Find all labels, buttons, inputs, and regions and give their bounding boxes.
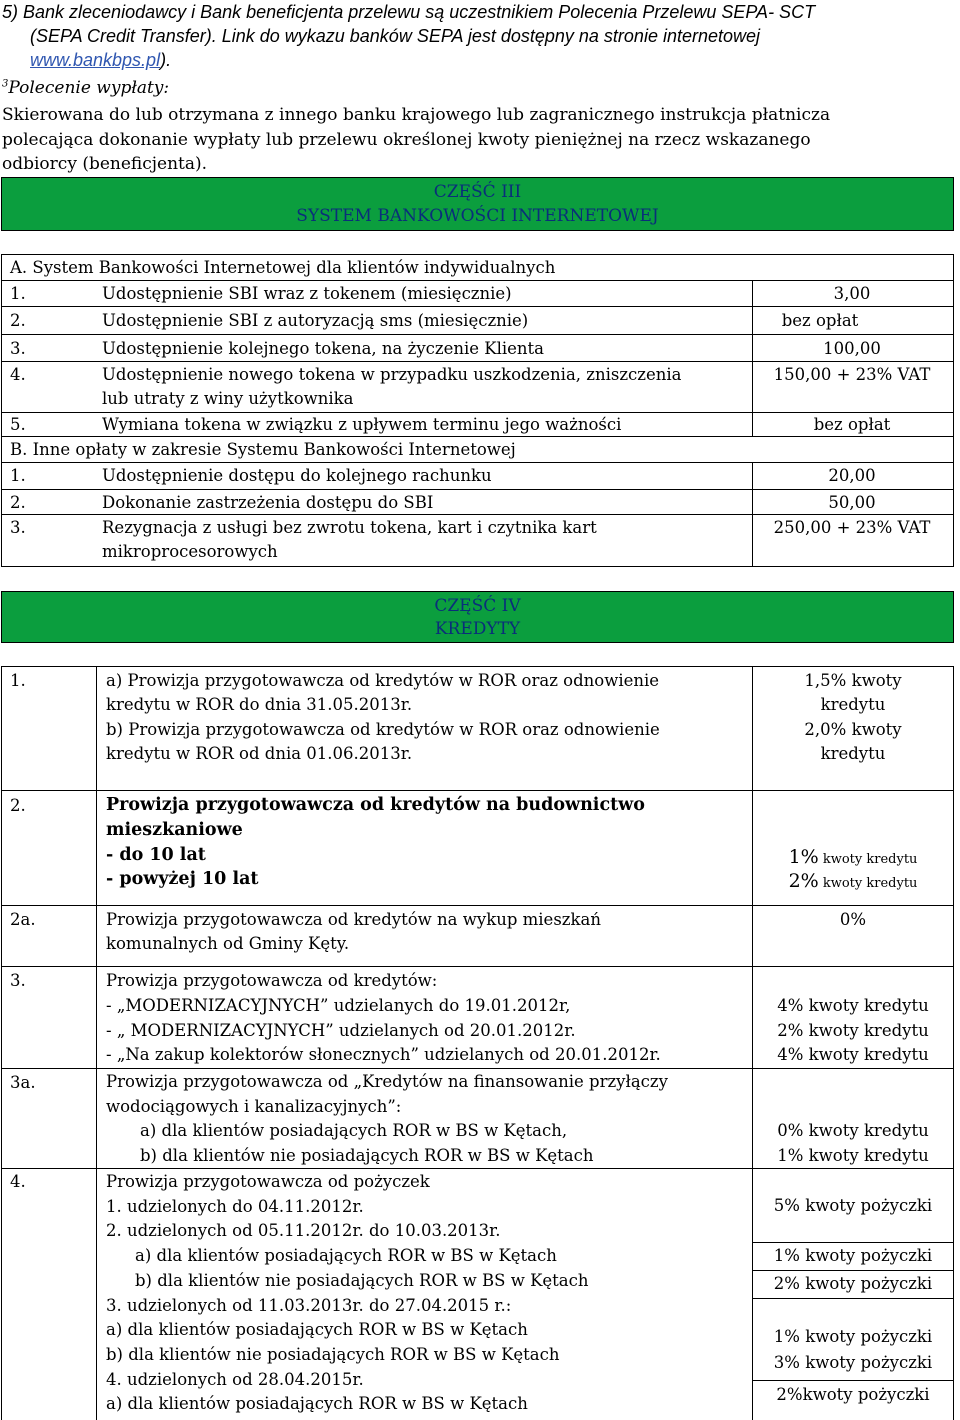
- kr-row4-line3: 2. udzielonych od 05.11.2012r. do 10.03.2013r.: [106, 1221, 501, 1240]
- kr-row4-val6: 2%kwoty pożyczki: [776, 1385, 930, 1404]
- definition-line2: polecająca dokonanie wypłaty lub przelewu określonej kwoty pieniężnej na rzecz wskazanego: [2, 130, 811, 150]
- kr-row3a-line1: Prowizja przygotowawcza od „Kredytów na finansowanie przyłączy: [106, 1072, 668, 1091]
- kr-row4-val2: 1% kwoty pożyczki: [773, 1246, 933, 1265]
- kr-row1-line3: b) Prowizja przygotowawcza od kredytów w ROR oraz odnowienie: [106, 720, 660, 739]
- row-b2-value: 50,00: [828, 493, 876, 512]
- kr-row1-val1: 1,5% kwoty: [804, 671, 902, 690]
- row-a1-num: 1.: [10, 284, 26, 303]
- kr-row4-line2: 1. udzielonych do 04.11.2012r.: [106, 1197, 364, 1216]
- row-a1-text: Udostępnienie SBI wraz z tokenem (miesięcznie): [102, 284, 512, 303]
- item5-line2: (SEPA Credit Transfer). Link do wykazu banków SEPA jest dostępny na stronie internetowej: [30, 26, 761, 46]
- kr-row2a-val: 0%: [839, 910, 867, 929]
- row-a3-num: 3.: [10, 339, 26, 358]
- footnote-marker: 3: [2, 78, 9, 90]
- kr-row4-line5: b) dla klientów nie posiadających ROR w BS w Kętach: [135, 1271, 589, 1290]
- row-b3-num: 3.: [10, 518, 26, 537]
- row-a5-text: Wymiana tokena w związku z upływem terminu jego ważności: [102, 415, 622, 434]
- kr-row2-val2: [752, 870, 954, 892]
- kr-row3a-line4: b) dla klientów nie posiadających ROR w BS w Kętach: [140, 1146, 594, 1165]
- kr-row4-line8: b) dla klientów nie posiadających ROR w BS w Kętach: [106, 1345, 560, 1364]
- item5-after: ).: [160, 50, 172, 70]
- row-a2-num: 2.: [10, 311, 26, 330]
- kr-row1-val3: 2,0% kwoty: [804, 720, 902, 739]
- definition-line1: Skierowana do lub otrzymana z innego banku krajowego lub zagranicznego instrukcja płatnicza: [2, 105, 831, 125]
- kr-row4-val3: 2% kwoty pożyczki: [773, 1274, 933, 1293]
- kr-row2-num: 2.: [10, 796, 26, 815]
- row-b3-value: 250,00 + 23% VAT: [773, 518, 931, 537]
- section-a-title: A. System Bankowości Internetowej dla klientów indywidualnych: [10, 258, 556, 277]
- kr-row2-line1: Prowizja przygotowawcza od kredytów na budownictwo: [106, 795, 645, 815]
- row-b1-value: 20,00: [828, 466, 876, 485]
- kr-row4-line1: Prowizja przygotowawcza od pożyczek: [106, 1172, 430, 1191]
- part4-header-banner: [1, 591, 954, 643]
- row-a4-text-line2: lub utraty z winy użytkownika: [102, 389, 354, 408]
- kr-row4-line10: a) dla klientów posiadających ROR w BS w Kętach: [106, 1394, 528, 1413]
- row-a3-value: 100,00: [823, 339, 881, 358]
- kr-row2-val1: [752, 846, 954, 868]
- kr-row3-line2: - „MODERNIZACYJNYCH” udzielanych do 19.01.2012r,: [106, 996, 571, 1015]
- kr-row2a-line2: komunalnych od Gminy Kęty.: [106, 934, 350, 953]
- part3-header-banner: [1, 177, 954, 231]
- footnote-title: Polecenie wypłaty:: [8, 78, 170, 98]
- kr-row2-val2-text: kwoty kredytu: [818, 876, 918, 891]
- row-b3-text-line1: Rezygnacja z usługi bez zwrotu tokena, kart i czytnika kart: [102, 518, 597, 537]
- kr-row4-num: 4.: [10, 1172, 26, 1191]
- kr-row4-line4: a) dla klientów posiadających ROR w BS w Kętach: [135, 1246, 557, 1265]
- item5-line1: 5) Bank zleceniodawcy i Bank beneficjenta przelewu są uczestnikiem Polecenia Przelewu SEPA- SCT: [2, 2, 816, 22]
- kr-row1-num: 1.: [10, 671, 26, 690]
- kr-row1-line4: kredytu w ROR od dnia 01.06.2013r.: [106, 744, 413, 763]
- kr-row2-line4: - powyżej 10 lat: [106, 869, 259, 889]
- kr-row1-val2: kredytu: [820, 695, 886, 714]
- row-b2-text: Dokonanie zastrzeżenia dostępu do SBI: [102, 493, 434, 512]
- kr-row2-line2: mieszkaniowe: [106, 820, 243, 840]
- part3-header-line2: SYSTEM BANKOWOŚCI INTERNETOWEJ: [296, 206, 659, 226]
- row-a1-value: 3,00: [833, 284, 871, 303]
- kr-row4-line7: a) dla klientów posiadających ROR w BS w Kętach: [106, 1320, 528, 1339]
- section-b-title: B. Inne opłaty w zakresie Systemu Bankowości Internetowej: [10, 440, 516, 459]
- kr-row2a-num: 2a.: [10, 910, 36, 929]
- row-a5-value: bez opłat: [813, 415, 891, 434]
- definition-line3: odbiorcy (beneficjenta).: [2, 154, 208, 174]
- kr-row3-line4: - „Na zakup kolektorów słonecznych” udzielanych od 20.01.2012r.: [106, 1045, 661, 1064]
- kr-row4-line6: 3. udzielonych od 11.03.2013r. do 27.04.2015 r.:: [106, 1296, 512, 1315]
- kr-row4-val1: 5% kwoty pożyczki: [773, 1196, 933, 1215]
- row-a5-num: 5.: [10, 415, 26, 434]
- kr-row3a-line2: wodociągowych i kanalizacyjnych”:: [106, 1097, 402, 1116]
- kr-row3-val1: 4% kwoty kredytu: [777, 996, 929, 1015]
- kr-row1-line1: a) Prowizja przygotowawcza od kredytów w ROR oraz odnowienie: [106, 671, 660, 690]
- part4-header-line1: CZĘŚĆ IV: [434, 596, 521, 616]
- kr-row3a-val2: 1% kwoty kredytu: [777, 1146, 929, 1165]
- kr-row2-line3: - do 10 lat: [106, 845, 206, 865]
- kr-row3-line1: Prowizja przygotowawcza od kredytów:: [106, 971, 438, 990]
- kr-row4-val4: 1% kwoty pożyczki: [773, 1327, 933, 1346]
- row-b1-text: Udostępnienie dostępu do kolejnego rachunku: [102, 466, 492, 485]
- kr-row1-line2: kredytu w ROR do dnia 31.05.2013r.: [106, 695, 413, 714]
- kr-row2-val2-pct: 2%: [788, 870, 819, 892]
- item5-line3: [30, 50, 171, 71]
- kr-row3-line3: - „ MODERNIZACYJNYCH” udzielanych od 20.01.2012r.: [106, 1021, 576, 1040]
- kr-row3a-val1: 0% kwoty kredytu: [777, 1121, 929, 1140]
- kr-row4-line9: 4. udzielonych od 28.04.2015r.: [106, 1370, 364, 1389]
- row-b3-text-line2: mikroprocesorowych: [102, 542, 278, 561]
- row-a4-text-line1: Udostępnienie nowego tokena w przypadku uszkodzenia, zniszczenia: [102, 365, 682, 384]
- kr-row3a-line3: a) dla klientów posiadających ROR w BS w Kętach,: [140, 1121, 568, 1140]
- footnote-heading: [2, 78, 169, 98]
- kr-row1-val4: kredytu: [820, 744, 886, 763]
- kr-row3a-num: 3a.: [10, 1073, 36, 1092]
- kr-row3-val3: 4% kwoty kredytu: [777, 1045, 929, 1064]
- row-a2-value: bez opłat: [781, 311, 859, 330]
- row-b1-num: 1.: [10, 466, 26, 485]
- kr-row3-num: 3.: [10, 971, 26, 990]
- row-b2-num: 2.: [10, 493, 26, 512]
- bankbps-link[interactable]: www.bankbps.pl: [30, 50, 161, 70]
- part4-header-line2: KREDYTY: [434, 619, 521, 639]
- kr-row2a-line1: Prowizja przygotowawcza od kredytów na wykup mieszkań: [106, 910, 601, 929]
- part3-header-line1: CZĘŚĆ III: [433, 182, 522, 202]
- row-a4-num: 4.: [10, 365, 26, 384]
- row-a3-text: Udostępnienie kolejnego tokena, na życzenie Klienta: [102, 339, 544, 358]
- kr-row3-val2: 2% kwoty kredytu: [777, 1021, 929, 1040]
- kr-row4-val5: 3% kwoty pożyczki: [773, 1353, 933, 1372]
- row-a4-value: 150,00 + 23% VAT: [773, 365, 931, 384]
- row-a2-text: Udostępnienie SBI z autoryzacją sms (miesięcznie): [102, 311, 529, 330]
- kr-row2-val1-text: kwoty kredytu: [818, 852, 918, 867]
- kr-row2-val1-pct: 1%: [788, 846, 819, 868]
